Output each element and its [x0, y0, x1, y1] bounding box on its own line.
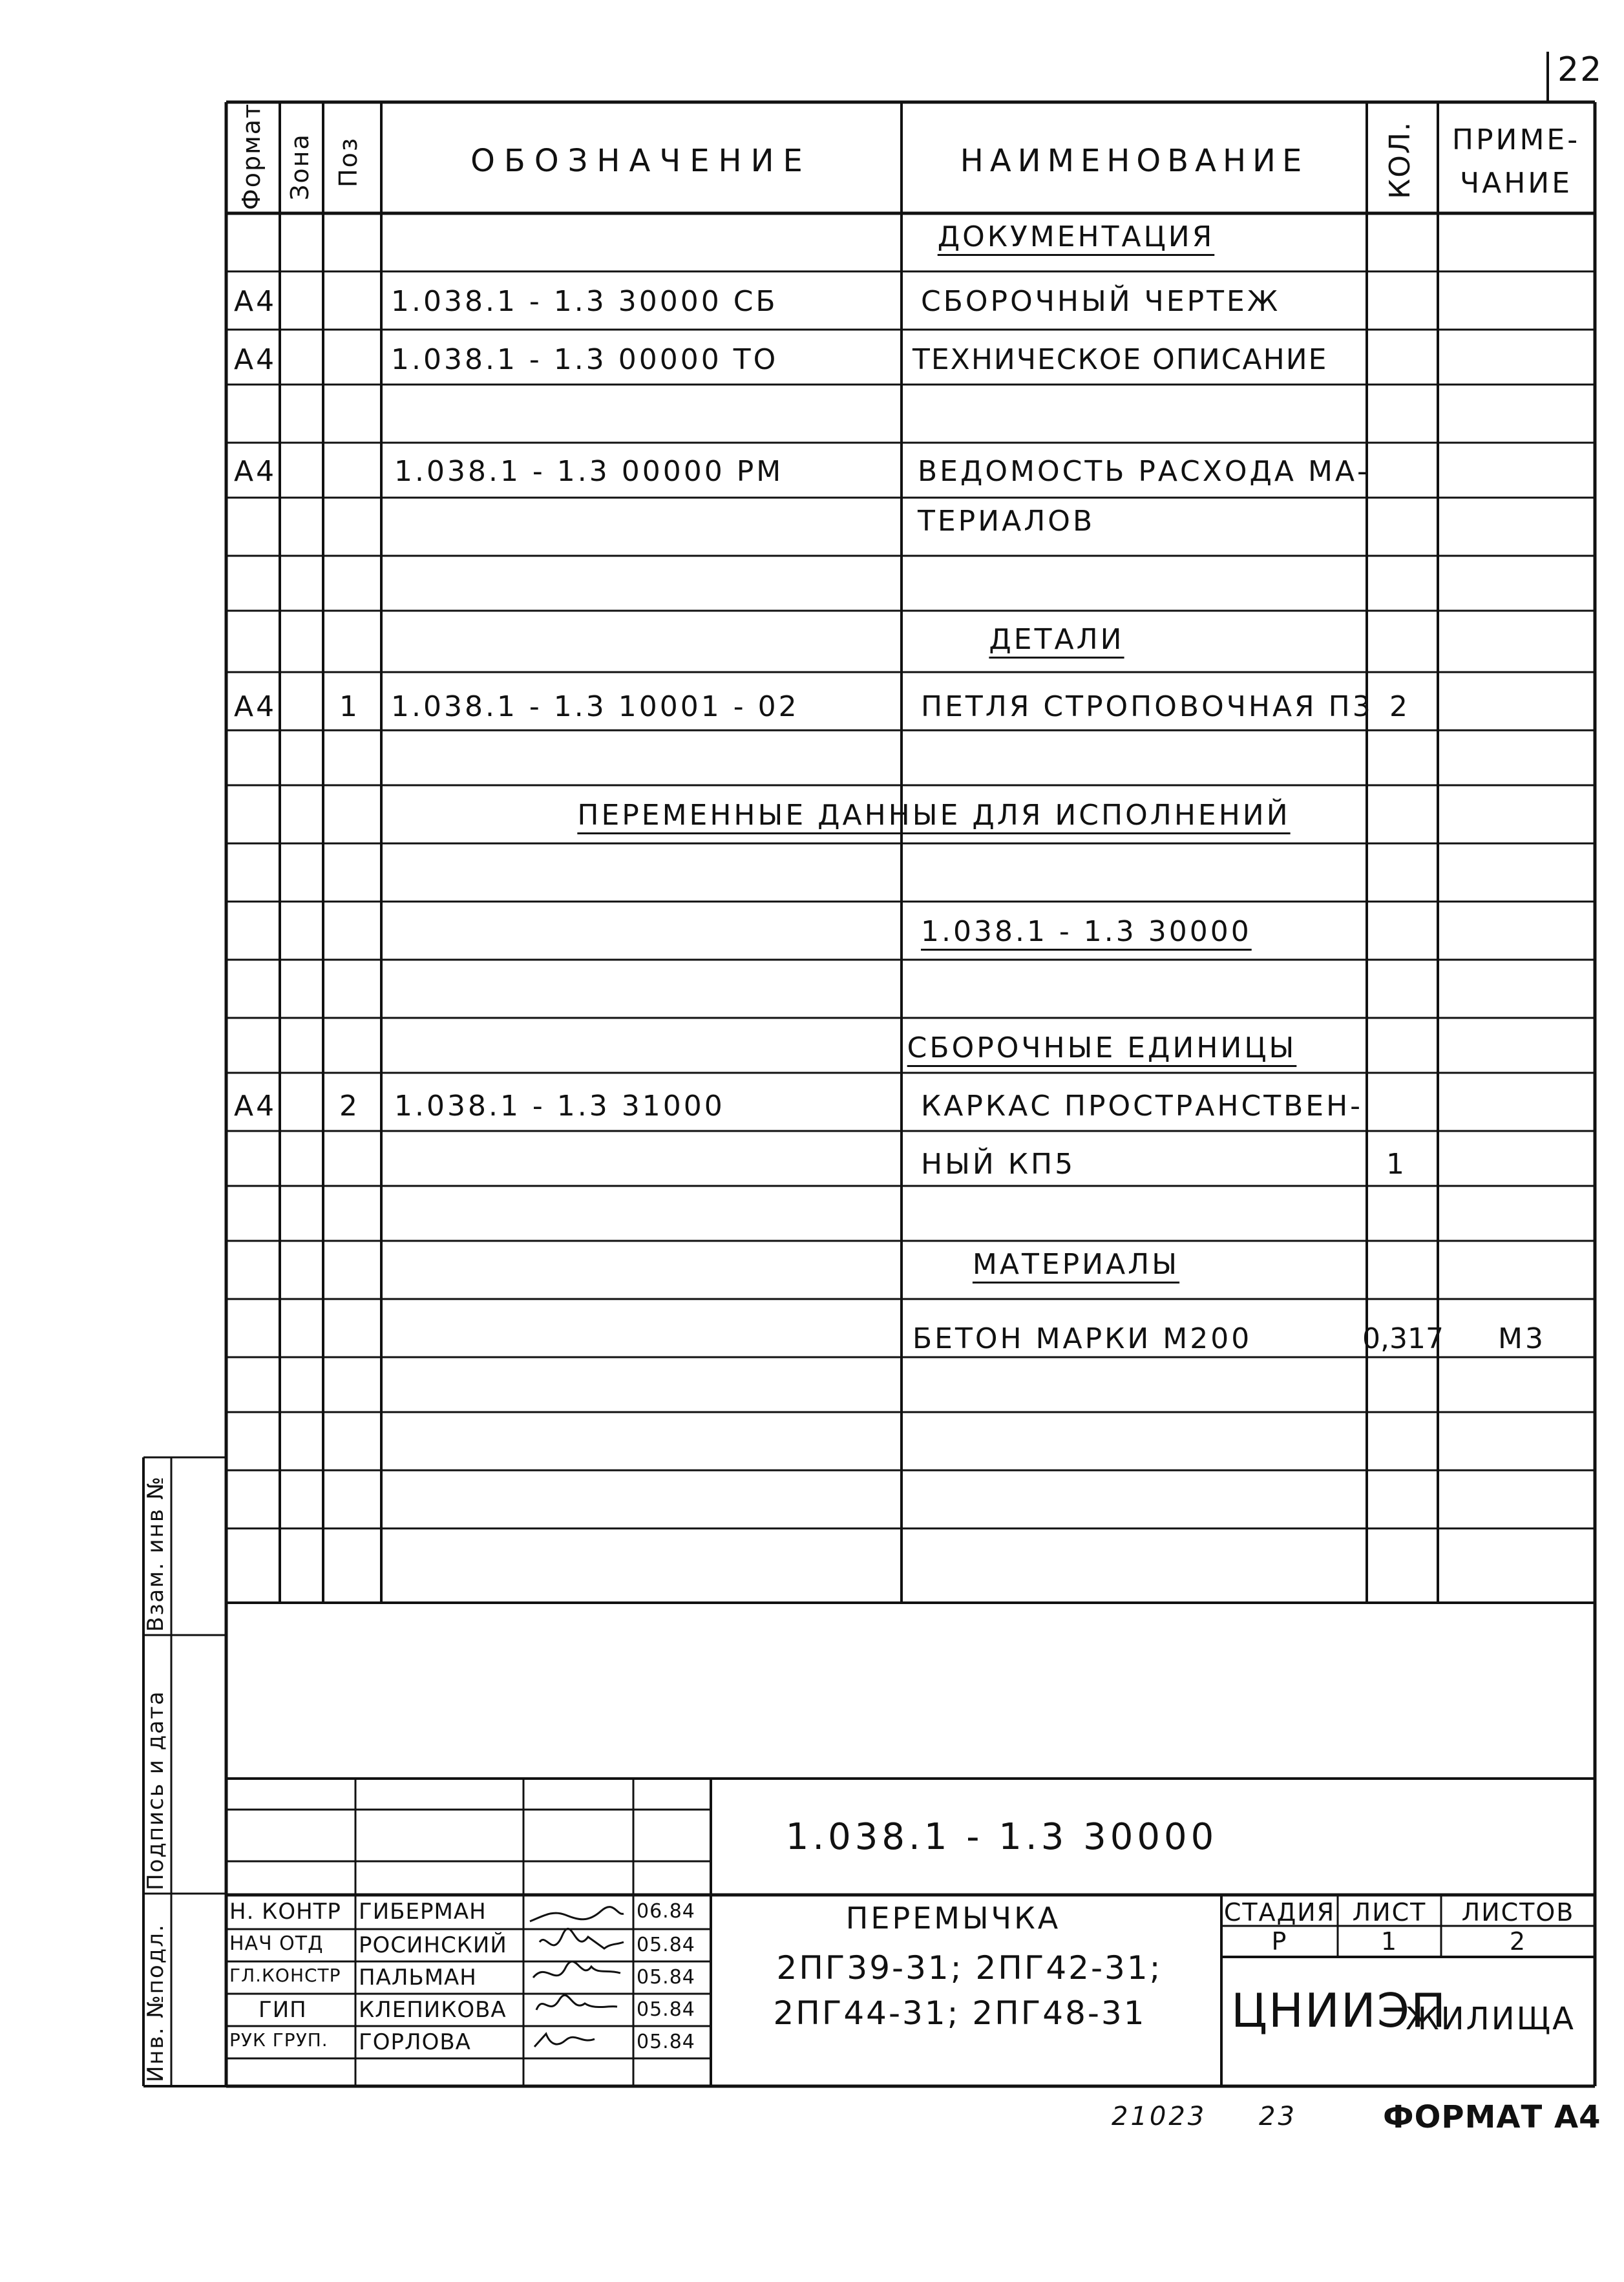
row-name: БЕТОН МАРКИ М200: [912, 1322, 1252, 1355]
row-pos: 1: [339, 690, 360, 723]
handwritten-signatures: [527, 1897, 630, 2084]
signer-role: ГИП: [258, 1997, 307, 2023]
side-label-sign-date: Подпись и дата: [143, 1690, 169, 1890]
sheet-value: 1: [1380, 1927, 1398, 1956]
row-note: М3: [1498, 1322, 1546, 1355]
row-designation: 1.038.1 - 1.3 00000 ТО: [391, 343, 779, 376]
row-designation: 1.038.1 - 1.3 31000: [394, 1090, 725, 1123]
title-line3: 2ПГ44-31; 2ПГ48-31: [773, 1994, 1146, 2032]
signer-date: 05.84: [637, 1998, 695, 2021]
signer-name: ПАЛЬМАН: [359, 1965, 477, 1991]
stage-value: Р: [1271, 1927, 1288, 1956]
sheets-label: ЛИСТОВ: [1461, 1898, 1575, 1927]
row-format: А4: [234, 343, 277, 376]
signer-date: 05.84: [637, 2031, 695, 2053]
row-name-continued: ТЕРИАЛОВ: [918, 505, 1095, 538]
row-qty: 1: [1386, 1148, 1407, 1181]
page-number: 22: [1557, 50, 1603, 89]
row-qty: 2: [1389, 690, 1410, 723]
footer-number-right: 23: [1259, 2102, 1297, 2131]
side-label-inv-podl: Инв. №подл.: [143, 1923, 169, 2082]
section-details: ДЕТАЛИ: [989, 623, 1124, 656]
sheet-label: ЛИСТ: [1352, 1898, 1427, 1927]
signer-role: РУК ГРУП.: [229, 2029, 328, 2051]
signer-name: ГОРЛОВА: [359, 2029, 471, 2055]
signer-date: 05.84: [637, 1934, 695, 1956]
stage-label: СТАДИЯ: [1223, 1898, 1336, 1927]
row-format: А4: [234, 455, 277, 488]
signer-name: РОСИНСКИЙ: [359, 1932, 507, 1958]
row-format: А4: [234, 1090, 277, 1123]
header-qty: КОЛ.: [1384, 121, 1417, 199]
document-code: 1.038.1 - 1.3 30000: [785, 1816, 1218, 1858]
row-qty: 0,317: [1362, 1322, 1444, 1355]
title-line1: ПЕРЕМЫЧКА: [845, 1901, 1061, 1936]
row-name: ПЕТЛЯ СТРОПОВОЧНАЯ П3: [921, 690, 1373, 723]
signer-date: 06.84: [637, 1900, 695, 1923]
row-format: А4: [234, 690, 277, 723]
signer-role: НАЧ ОТД: [229, 1932, 324, 1955]
row-variant-code: 1.038.1 - 1.3 30000: [921, 915, 1252, 948]
signer-date: 05.84: [637, 1966, 695, 1989]
header-format: Формат: [237, 102, 266, 210]
section-documentation: ДОКУМЕНТАЦИЯ: [937, 220, 1215, 253]
row-name-continued: НЫЙ КП5: [921, 1148, 1076, 1181]
organization-name: ЦНИИЭП: [1231, 1983, 1448, 2038]
signer-name: ГИБЕРМАН: [359, 1899, 487, 1925]
header-designation: ОБОЗНАЧЕНИЕ: [470, 143, 812, 179]
footer-number-left: 21023: [1112, 2102, 1207, 2131]
row-name: СБОРОЧНЫЙ ЧЕРТЕЖ: [921, 285, 1281, 318]
header-name: НАИМЕНОВАНИЕ: [960, 143, 1309, 179]
row-designation: 1.038.1 - 1.3 00000 РМ: [394, 455, 784, 488]
side-label-inv-vzam: Взам. инв №: [143, 1475, 169, 1632]
signer-role: ГЛ.КОНСТР: [229, 1965, 341, 1986]
header-note-line1: ПРИМЕ-: [1451, 123, 1581, 156]
row-designation: 1.038.1 - 1.3 30000 СБ: [391, 285, 778, 318]
section-variable-data: ПЕРЕМЕННЫЕ ДАННЫЕ ДЛЯ ИСПОЛНЕНИЙ: [577, 799, 1291, 832]
row-designation: 1.038.1 - 1.3 10001 - 02: [391, 690, 799, 723]
row-name: КАРКАС ПРОСТРАНСТВЕН-: [921, 1090, 1364, 1123]
row-pos: 2: [339, 1090, 360, 1123]
header-zone: Зона: [286, 133, 314, 200]
signer-name: КЛЕПИКОВА: [359, 1997, 507, 2023]
header-pos: Поз: [334, 136, 363, 187]
organization-suffix: ЖИЛИЩА: [1406, 2001, 1576, 2037]
footer-format-label: ФОРМАТ А4: [1383, 2099, 1601, 2135]
title-line2: 2ПГ39-31; 2ПГ42-31;: [776, 1949, 1163, 1987]
row-name: ВЕДОМОСТЬ РАСХОДА МА-: [918, 455, 1370, 488]
section-materials: МАТЕРИАЛЫ: [972, 1248, 1180, 1281]
header-note-line2: ЧАНИЕ: [1459, 167, 1573, 200]
section-assembly-units: СБОРОЧНЫЕ ЕДИНИЦЫ: [907, 1031, 1297, 1064]
row-name: ТЕХНИЧЕСКОЕ ОПИСАНИЕ: [912, 343, 1328, 376]
signer-role: Н. КОНТР: [229, 1899, 341, 1925]
row-format: А4: [234, 285, 277, 318]
sheets-value: 2: [1509, 1927, 1527, 1956]
